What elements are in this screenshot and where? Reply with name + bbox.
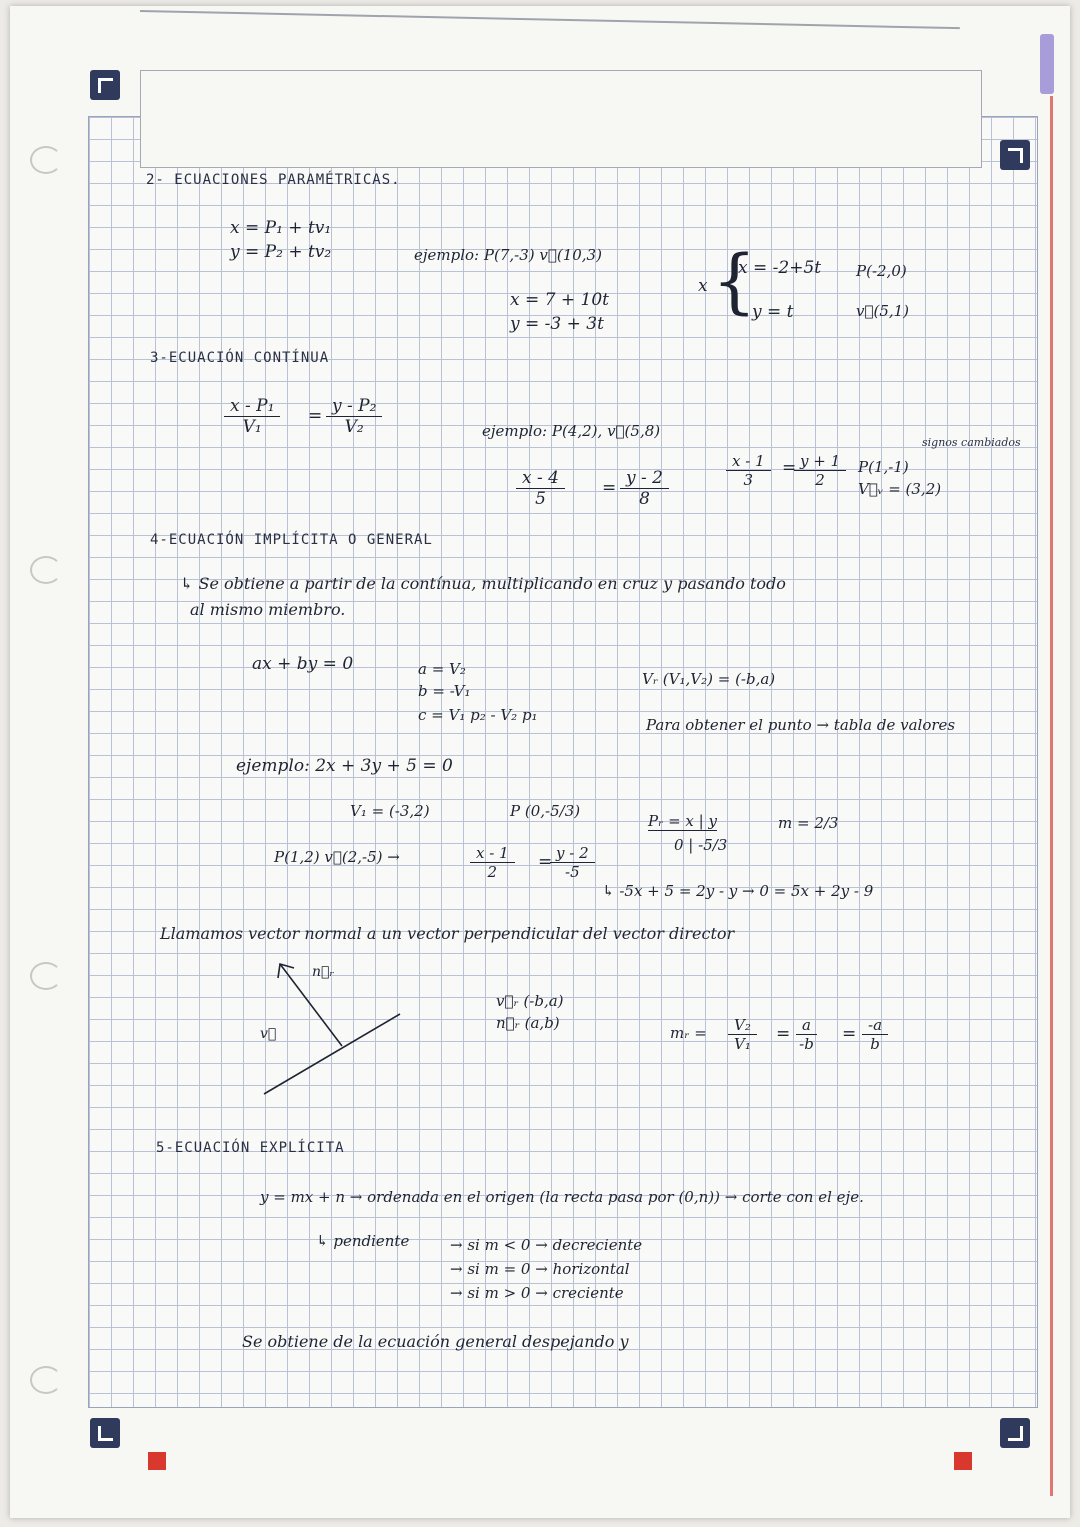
section-title-explicit: 5-ECUACIÓN EXPLÍCITA bbox=[156, 1140, 345, 1156]
general-p: P (0,-5/3) bbox=[510, 802, 581, 820]
cont-r-point: P(1,-1) bbox=[858, 458, 909, 476]
general-b: b = -V₁ bbox=[418, 682, 471, 700]
general-mr-label: mᵣ = bbox=[670, 1024, 707, 1042]
general-a: a = V₂ bbox=[418, 660, 466, 678]
general-mr-frac2: $\frac{a}{-b}$ bbox=[796, 1016, 817, 1053]
system-brace: { bbox=[712, 240, 757, 322]
explicit-case-positive: → si m > 0 → creciente bbox=[450, 1284, 624, 1302]
general-eq: ax + by = 0 bbox=[252, 654, 354, 674]
general-v1: V₁ = (-3,2) bbox=[350, 802, 430, 820]
general-desc-line1: ↳ Se obtiene a partir de la contínua, multiplicando en cruz y pasando todo bbox=[180, 574, 786, 593]
normal-vector-diagram bbox=[250, 946, 430, 1106]
general-line3-frac-y: $\frac{y - 2}{-5}$ bbox=[550, 844, 595, 881]
param-eq-y: y = P₂ + tv₂ bbox=[230, 242, 332, 262]
cont-r-fraction-x: $\frac{x - 1}{3}$ bbox=[726, 452, 771, 489]
explicit-case-zero: → si m = 0 → horizontal bbox=[450, 1260, 630, 1278]
general-pr-values: 0 | -5/3 bbox=[674, 836, 728, 854]
explicit-case-negative: → si m < 0 → decreciente bbox=[450, 1236, 643, 1254]
param-system-label: x bbox=[698, 276, 708, 296]
notebook-page bbox=[10, 6, 1070, 1518]
general-nr: n⃗ᵣ (a,b) bbox=[496, 1014, 560, 1032]
param-sys-y: y = t bbox=[752, 302, 794, 322]
general-point-note: Para obtener el punto → tabla de valores bbox=[646, 716, 956, 734]
param-sys-x: x = -2+5t bbox=[738, 258, 822, 278]
section-title-parametric: 2- ECUACIONES PARAMÉTRICAS. bbox=[146, 172, 401, 188]
section-title-continuous: 3-ECUACIÓN CONTÍNUA bbox=[150, 350, 330, 366]
cont-ex-fraction-x: $\frac{x - 4}{5}$ bbox=[516, 468, 565, 509]
general-c: c = V₁ p₂ - V₂ p₁ bbox=[418, 706, 538, 724]
cont-example: ejemplo: P(4,2), v⃗(5,8) bbox=[482, 422, 661, 440]
general-desc-line2: al mismo miembro. bbox=[190, 600, 346, 619]
cont-fraction-y: $\frac{\text{y - P₂}}{\text{V₂}}$ bbox=[326, 396, 382, 437]
cont-fraction-x: $\frac{\text{x - P₁}}{\text{V₁}}$ bbox=[224, 396, 280, 437]
explicit-final-note: Se obtiene de la ecuación general despejando y bbox=[242, 1332, 629, 1351]
general-mr-frac3: $\frac{-a}{b}$ bbox=[862, 1016, 888, 1053]
cont-ex-fraction-y: $\frac{y - 2}{8}$ bbox=[620, 468, 669, 509]
general-example: ejemplo: 2x + 3y + 5 = 0 bbox=[236, 756, 453, 776]
cont-ex-equals: = bbox=[602, 478, 617, 498]
general-line3b: ↳ -5x + 5 = 2y - y → 0 = 5x + 2y - 9 bbox=[602, 882, 874, 900]
general-line3a: P(1,2) v⃗(2,-5) → bbox=[274, 848, 400, 866]
explicit-eq: y = mx + n → ordenada en el origen (la recta pasa por (0,n)) → corte con el eje. bbox=[260, 1188, 864, 1206]
general-vr2: v⃗ᵣ (-b,a) bbox=[496, 992, 564, 1010]
cont-equals: = bbox=[308, 406, 323, 426]
general-normal-desc: Llamamos vector normal a un vector perpendicular del vector director bbox=[160, 924, 735, 943]
handwritten-notes bbox=[10, 6, 1070, 1518]
general-mr-eq2: = bbox=[842, 1024, 857, 1044]
cont-r-equals: = bbox=[782, 458, 797, 478]
param-ex-x: x = 7 + 10t bbox=[510, 290, 609, 310]
param-sys-vector: v⃗(5,1) bbox=[856, 302, 910, 320]
section-title-general: 4-ECUACIÓN IMPLÍCITA O GENERAL bbox=[150, 532, 433, 548]
param-eq-x: x = P₁ + tv₁ bbox=[230, 218, 332, 238]
line-r bbox=[264, 1014, 400, 1094]
general-mr-frac1: $\frac{\text{V₂}}{\text{V₁}}$ bbox=[728, 1016, 757, 1053]
param-sys-point: P(-2,0) bbox=[856, 262, 907, 280]
general-vr: Vᵣ (V₁,V₂) = (-b,a) bbox=[642, 670, 776, 688]
general-line3-frac-x: $\frac{x - 1}{2}$ bbox=[470, 844, 515, 881]
cont-note: signos cambiados bbox=[922, 436, 1021, 449]
cont-r-fraction-y: $\frac{y + 1}{2}$ bbox=[794, 452, 846, 489]
param-example: ejemplo: P(7,-3) v⃗(10,3) bbox=[414, 246, 602, 264]
general-mr-eq1: = bbox=[776, 1024, 791, 1044]
general-slope: m = 2/3 bbox=[778, 814, 839, 832]
param-ex-y: y = -3 + 3t bbox=[510, 314, 604, 334]
general-pr-header: Pᵣ = x | y bbox=[648, 812, 717, 830]
explicit-pendiente: ↳ pendiente bbox=[316, 1232, 410, 1250]
cont-r-vector: V⃗ᵥ = (3,2) bbox=[858, 480, 942, 498]
diagram-label-v: v⃗ bbox=[260, 1026, 277, 1042]
diagram-label-n: n⃗ᵣ bbox=[312, 964, 335, 980]
general-line3-equals: = bbox=[538, 852, 553, 872]
